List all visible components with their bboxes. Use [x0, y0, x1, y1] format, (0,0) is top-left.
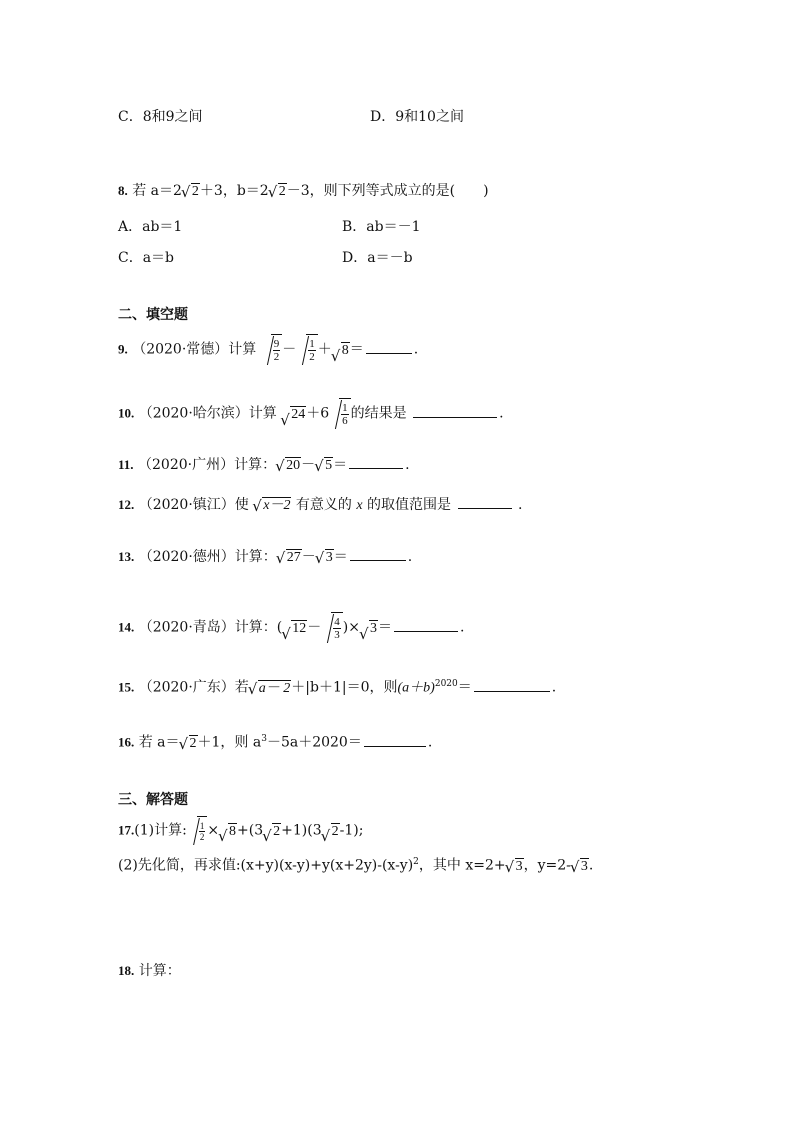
q11-period: . [405, 457, 410, 473]
q14-minus: － [307, 619, 322, 636]
q15-middle: ＋|b＋1|＝0，则 [291, 679, 398, 696]
q9-period: . [413, 341, 419, 358]
q9-source: （2020·常德）计算 [132, 341, 257, 358]
q12 [118, 494, 522, 516]
q16-exponent: 3 [261, 734, 267, 744]
q12-mid: 有意义的 [295, 497, 352, 513]
q17-p1-pre: (1)计算: [134, 822, 187, 839]
q17-sqrt-8: √ 8 [220, 817, 237, 845]
q15-period: . [551, 679, 557, 696]
q17-p2-exponent: 2 [413, 857, 419, 867]
q11-number: 11. [118, 457, 134, 472]
q8-option-c: C．a＝b [118, 250, 175, 266]
q14-equals: ＝ [377, 619, 392, 636]
q17-p2-mid2: ，y=2- [523, 857, 571, 874]
q17-rest-a: +(3 [237, 822, 264, 839]
q16-mid: ＋1，则 a [197, 734, 262, 751]
q9-equals: ＝ [349, 341, 364, 358]
q10-plus: ＋6 [306, 405, 330, 422]
q14-open-paren: ( [276, 619, 283, 636]
q9-number: 9. [118, 341, 128, 357]
q8-stem-c: －3，则下列等式成立的是( ) [286, 183, 489, 199]
q9-sqrt-frac-1: $\frac{9}{2}$ [261, 334, 283, 365]
q9-plus: ＋ [317, 341, 332, 358]
q18-number: 18. [118, 963, 135, 978]
q16-tail: －5a＋2020＝ [266, 734, 362, 751]
q12-answer-blank[interactable] [458, 494, 512, 509]
q12-number: 12. [118, 497, 135, 512]
q8-stem [118, 181, 489, 201]
q11 [118, 454, 410, 475]
q13-sqrt-1: √ 27 [278, 547, 302, 567]
q13-minus: － [301, 549, 316, 565]
q11-equals: ＝ [333, 457, 348, 473]
q10-answer-blank[interactable] [413, 403, 497, 418]
q9-minus: － [282, 341, 297, 358]
q14-close-paren: )× [342, 619, 360, 636]
q9-sqrt-3: √ 8 [333, 335, 350, 365]
q17-rest-c: -1); [339, 822, 364, 839]
q17-part2 [118, 852, 593, 876]
q15-base: (a＋b) [397, 680, 435, 696]
q8-sqrt-2: √ 2 [270, 181, 287, 201]
q11-sqrt-2: √ 5 [316, 455, 333, 475]
q10-period: . [499, 405, 504, 422]
q14-sqrt-3: √ 3 [361, 613, 378, 643]
q15-sqrt: √ a－ 2 [250, 678, 292, 698]
q12-variable: x [356, 498, 363, 513]
q12-source: （2020·镇江）使 [138, 497, 249, 513]
q16-pre: 若 a＝ [138, 734, 180, 751]
q10-sqrt-1: √ 24 [282, 399, 306, 429]
q8-stem-b: ＋3，b＝2 [199, 183, 269, 199]
q9 [118, 334, 418, 365]
q17-number: 17. [118, 822, 135, 838]
q12-tail: 的取值范围是 [367, 497, 452, 513]
q10-number: 10. [118, 405, 135, 421]
q16 [118, 729, 432, 753]
q14-period: . [459, 619, 465, 636]
q17-times: × [207, 822, 220, 839]
q7-option-c: C．8和9之间 [118, 109, 203, 125]
q12-period: . [517, 497, 523, 513]
q13-equals: ＝ [333, 549, 348, 565]
q13-period: . [407, 549, 413, 565]
q10-tail: 的结果是 [350, 405, 407, 422]
q17-sqrt-2b: √ 2 [323, 817, 340, 845]
q17-sqrt-3b: √ 3 [572, 856, 589, 876]
q11-sqrt-1: √ 20 [277, 455, 301, 475]
q16-sqrt: √ 2 [181, 733, 198, 753]
q14-number: 14. [118, 619, 135, 635]
q17-sqrt-3a: √ 3 [507, 856, 524, 876]
q13-source: （2020·德州）计算： [138, 549, 277, 565]
q11-answer-blank[interactable] [349, 454, 403, 469]
q13-sqrt-2: √ 3 [317, 547, 334, 567]
q17-p2-mid: ，其中 x=2+ [418, 857, 506, 874]
q11-source: （2020·广州）计算： [138, 457, 277, 473]
q17-p2-end: . [588, 857, 594, 874]
q10-source: （2020·哈尔滨）计算 [138, 405, 277, 422]
q15-number: 15. [118, 679, 135, 695]
section-solve-title: 三、解答题 [118, 792, 188, 808]
q18 [118, 961, 181, 981]
q14-sqrt-1: √ 12 [283, 613, 307, 643]
section-fill-in-title: 二、填空题 [118, 307, 188, 323]
q15-exponent: 2020 [434, 679, 458, 689]
q17-part1 [118, 816, 363, 845]
q15-equals: ＝ [457, 679, 472, 696]
q13 [118, 546, 412, 567]
q8-number: 8. [118, 183, 128, 198]
q8-option-a: A．ab＝1 [118, 219, 183, 235]
q8-sqrt-1: √ 2 [183, 181, 200, 201]
q17-sqrt-frac: $\frac{1}{2}$ [187, 816, 208, 845]
q15-source: （2020·广东）若 [138, 679, 249, 696]
q13-answer-blank[interactable] [350, 546, 406, 561]
q17-sqrt-2a: √ 2 [264, 817, 281, 845]
q8-option-b: B．ab＝－1 [342, 219, 421, 235]
q15-answer-blank[interactable] [474, 677, 550, 692]
q14-source: （2020·青岛）计算： [138, 619, 277, 636]
q16-answer-blank[interactable] [364, 732, 426, 747]
q14-sqrt-frac: $\frac{4}{3}$ [321, 612, 343, 643]
q11-minus: － [301, 457, 316, 473]
q15 [118, 674, 556, 699]
q9-answer-blank[interactable] [366, 339, 412, 354]
q9-sqrt-frac-2: $\frac{1}{2}$ [296, 334, 318, 365]
q17-rest-b: +1)(3 [281, 822, 322, 839]
q16-number: 16. [118, 734, 135, 750]
q18-text: 计算： [138, 963, 181, 979]
q7-option-d: D．9和10之间 [370, 109, 464, 125]
q16-period: . [427, 734, 433, 751]
q10 [118, 398, 504, 429]
q12-sqrt: √ x－2 [254, 495, 291, 515]
q8-option-d: D．a＝－b [342, 250, 413, 266]
q14 [118, 612, 464, 643]
q14-answer-blank[interactable] [394, 617, 458, 632]
q10-sqrt-frac: $\frac{1}{6}$ [329, 398, 351, 429]
q13-number: 13. [118, 549, 135, 564]
q17-p2-pre: (2)先化简，再求值:(x+y)(x-y)+y(x+2y)-(x-y) [118, 857, 414, 874]
q8-stem-a: 若 a＝2 [132, 183, 182, 199]
